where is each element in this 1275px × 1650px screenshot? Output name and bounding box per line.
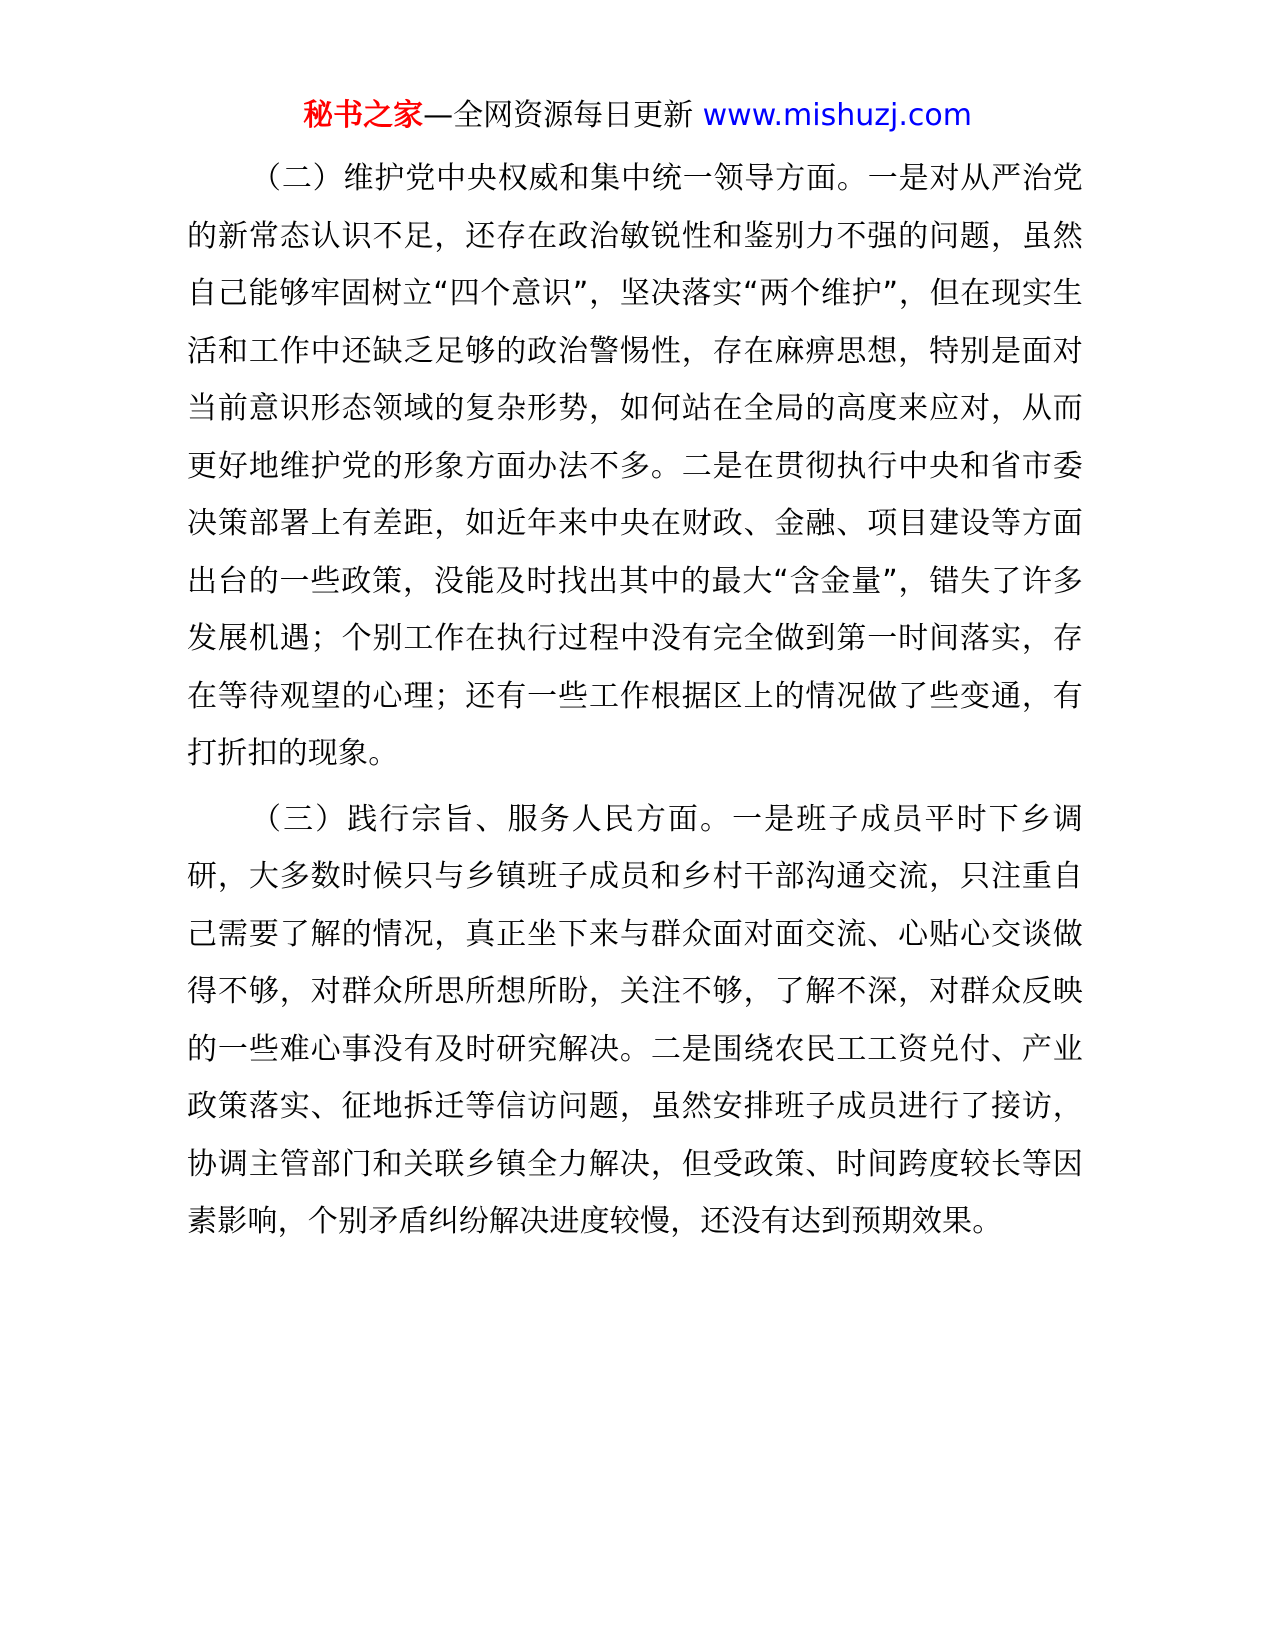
site-url-link[interactable]: www.mishuzj.com <box>702 98 972 133</box>
paragraph-section-3: （三）践行宗旨、服务人民方面。一是班子成员平时下乡调研，大多数时候只与乡镇班子成员和乡村干部沟通交流，只注重自己需要了解的情况，真正坐下来与群众面对面交流、心贴心交谈做得不够，对群众所思所想所盼，关注不够，了解不深，对群众反映的一些难心事没有及时研究解决。二是围绕农民工工资兑付、产业政策落实、征地拆迁等信访问题，虽然安排班子成员进行了接访，协调主管部门和关联乡镇全力解决，但受政策、时间跨度较长等因素影响，个别矛盾纠纷解决进度较慢，还没有达到预期效果。 <box>187 801 1083 1239</box>
header-tagline: —全网资源每日更新 <box>423 98 694 133</box>
page-header <box>0 96 1275 136</box>
brand-name: 秘书之家 <box>303 98 424 133</box>
paragraph-section-2: （二）维护党中央权威和集中统一领导方面。一是对从严治党的新常态认识不足，还存在政治敏锐性和鉴别力不强的问题，虽然自己能够牢固树立“四个意识”，坚决落实“两个维护”，但在现实生活和工作中还缺乏足够的政治警惕性，存在麻痹思想，特别是面对当前意识形态领域的复杂形势，如何站在全局的高度来应对，从而更好地维护党的形象方面办法不多。二是在贯彻执行中央和省市委决策部署上有差距，如近年来中央在财政、金融、项目建设等方面出台的一些政策，没能及时找出其中的最大“含金量”，错失了许多发展机遇；个别工作在执行过程中没有完全做到第一时间落实，存在等待观望的心理；还有一些工作根据区上的情况做了些变通，有打折扣的现象。 <box>187 161 1083 771</box>
document-body <box>187 150 1083 1259</box>
